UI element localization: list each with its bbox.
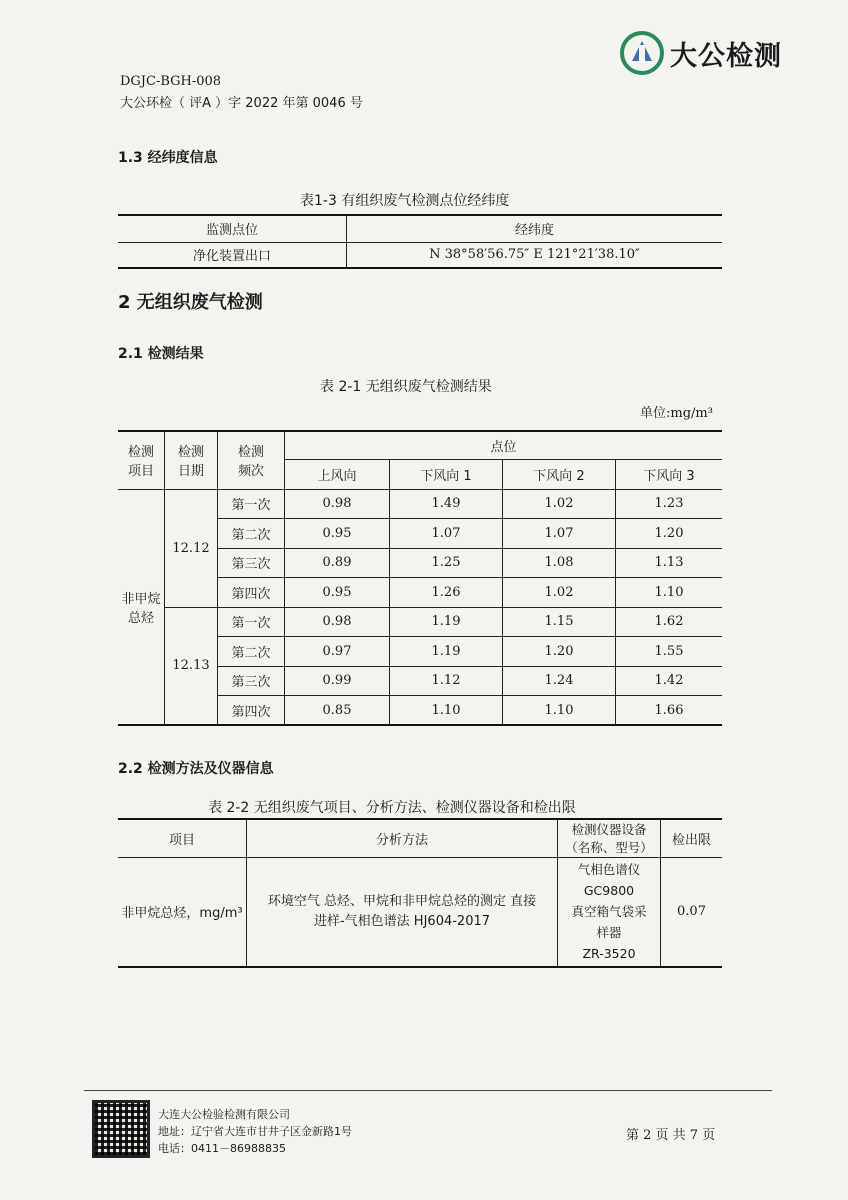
- table-2-1: [118, 430, 722, 726]
- cell-value: 0.89: [285, 548, 390, 578]
- cell-value: 1.20: [616, 519, 723, 549]
- cell-value: 1.26: [390, 578, 503, 608]
- row-instrument: 气相色谱仪 GC9800 真空箱气袋采 样器 ZR-3520: [558, 857, 661, 967]
- header-downwind-1: 下风向 1: [390, 459, 503, 489]
- table-2-2-caption: 表 2-2 无组织废气项目、分析方法、检测仪器设备和检出限: [208, 800, 576, 816]
- header-date: 检测 日期: [165, 431, 218, 489]
- row-item: 非甲烷总烃，mg/m³: [118, 857, 247, 967]
- section-2-1-heading: 2.1 检测结果: [118, 346, 204, 362]
- cell-value: 1.13: [616, 548, 723, 578]
- col-item: 项目: [118, 819, 247, 857]
- cell-value: 0.98: [285, 607, 390, 637]
- cell-freq: 第四次: [218, 696, 285, 726]
- footer-company: 大连大公检验检测有限公司: [158, 1108, 290, 1121]
- section-2-2-heading: 2.2 检测方法及仪器信息: [118, 761, 274, 777]
- cell-value: 1.66: [616, 696, 723, 726]
- cell-freq: 第一次: [218, 607, 285, 637]
- row-limit: 0.07: [661, 857, 723, 967]
- logo-emblem-icon: [620, 31, 664, 75]
- logo-text: 大公检测: [670, 40, 782, 72]
- cell-value: 1.24: [503, 666, 616, 696]
- footer-divider: [84, 1090, 772, 1091]
- cell-freq: 第三次: [218, 548, 285, 578]
- cell-value: 1.02: [503, 489, 616, 519]
- cell-value: 1.19: [390, 637, 503, 667]
- cell-value: 1.15: [503, 607, 616, 637]
- col-instrument: 检测仪器设备 （名称、型号）: [558, 819, 661, 857]
- cell-value: 1.10: [616, 578, 723, 608]
- cell-value: 1.49: [390, 489, 503, 519]
- cell-value: 0.95: [285, 519, 390, 549]
- table-1-3-caption: 表1-3 有组织废气检测点位经纬度: [300, 193, 510, 209]
- table-row: [118, 607, 722, 637]
- doc-number: 大公环检（ 评A ）字 2022 年第 0046 号: [120, 96, 363, 111]
- cell-freq: 第二次: [218, 637, 285, 667]
- cell-freq: 第二次: [218, 519, 285, 549]
- cell-value: 1.20: [503, 637, 616, 667]
- company-logo: [620, 28, 800, 78]
- unit-label: 单位:mg/m³: [640, 406, 713, 421]
- cell-value: 1.19: [390, 607, 503, 637]
- header-item: 检测 项目: [118, 431, 165, 489]
- row-method: 环境空气 总烃、甲烷和非甲烷总烃的测定 直接 进样-气相色谱法 HJ604-2017: [247, 857, 558, 967]
- footer-phone: 电话：0411－86988835: [158, 1142, 286, 1155]
- row-coordinates-value: N 38°58′56.75″ E 121°21′38.10″: [347, 242, 723, 268]
- cell-value: 1.02: [503, 578, 616, 608]
- cell-value: 1.62: [616, 607, 723, 637]
- cell-value: 1.25: [390, 548, 503, 578]
- cell-value: 0.97: [285, 637, 390, 667]
- header-freq: 检测 频次: [218, 431, 285, 489]
- cell-value: 1.07: [390, 519, 503, 549]
- cell-value: 1.23: [616, 489, 723, 519]
- cell-date: 12.13: [165, 607, 218, 725]
- table-2-1-caption: 表 2-1 无组织废气检测结果: [320, 379, 492, 395]
- cell-item-name: 非甲烷 总烃: [118, 489, 165, 725]
- cell-value: 0.85: [285, 696, 390, 726]
- col-limit: 检出限: [661, 819, 723, 857]
- cell-freq: 第四次: [218, 578, 285, 608]
- doc-code: DGJC-BGH-008: [120, 74, 222, 89]
- cell-freq: 第三次: [218, 666, 285, 696]
- footer-address: 地址：辽宁省大连市甘井子区金新路1号: [158, 1125, 352, 1138]
- cell-value: 1.08: [503, 548, 616, 578]
- header-upwind: 上风向: [285, 459, 390, 489]
- cell-value: 1.07: [503, 519, 616, 549]
- col-coordinates: 经纬度: [347, 215, 723, 242]
- col-method: 分析方法: [247, 819, 558, 857]
- table-1-3: [118, 214, 722, 269]
- table-2-2: [118, 818, 722, 968]
- cell-value: 1.10: [390, 696, 503, 726]
- page-number: 第 2 页 共 7 页: [626, 1128, 716, 1143]
- cell-date: 12.12: [165, 489, 218, 607]
- header-points: 点位: [285, 431, 723, 459]
- cell-value: 1.55: [616, 637, 723, 667]
- cell-value: 1.42: [616, 666, 723, 696]
- cell-value: 0.99: [285, 666, 390, 696]
- col-monitor-point: 监测点位: [118, 215, 347, 242]
- cell-value: 0.95: [285, 578, 390, 608]
- cell-value: 1.12: [390, 666, 503, 696]
- cell-freq: 第一次: [218, 489, 285, 519]
- table-row: [118, 489, 722, 519]
- header-downwind-2: 下风向 2: [503, 459, 616, 489]
- qr-code-icon: [92, 1100, 150, 1158]
- row-point-outlet: 净化装置出口: [118, 242, 347, 268]
- header-downwind-3: 下风向 3: [616, 459, 723, 489]
- cell-value: 1.10: [503, 696, 616, 726]
- cell-value: 0.98: [285, 489, 390, 519]
- section-2-heading: 2 无组织废气检测: [118, 292, 263, 313]
- section-1-3-heading: 1.3 经纬度信息: [118, 150, 218, 166]
